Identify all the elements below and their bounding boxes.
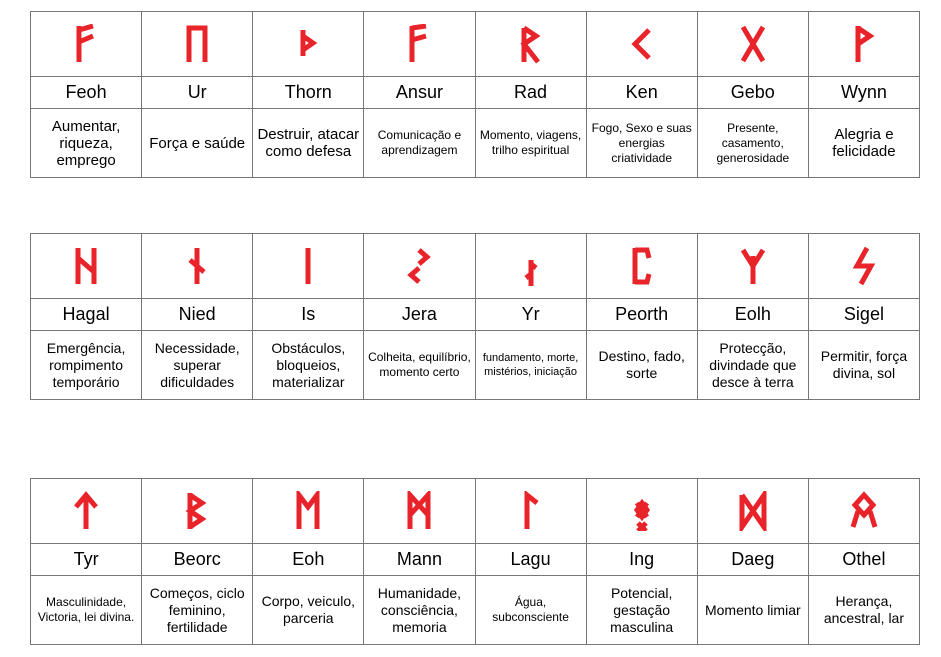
- rune-cell-gebo: [697, 12, 808, 77]
- rune-cell-ur: [142, 12, 253, 77]
- rune-name: Ing: [586, 544, 697, 576]
- mannaz-rune-icon: [404, 491, 434, 531]
- hagalaz-rune-icon: [71, 246, 101, 286]
- rune-name: Sigel: [808, 299, 919, 331]
- rune-meaning: Aumentar, riqueza, emprego: [31, 109, 142, 178]
- algiz-rune-icon: [738, 246, 768, 286]
- rune-name: Eolh: [697, 299, 808, 331]
- rune-meaning: Fogo, Sexo e suas energias criatividade: [586, 109, 697, 178]
- rune-cell-beorc: [142, 479, 253, 544]
- rune-cell-peorth: [586, 234, 697, 299]
- fehu-rune-icon: [71, 24, 101, 64]
- naudiz-rune-icon: [182, 246, 212, 286]
- rune-cell-thorn: [253, 12, 364, 77]
- rune-cell-ansur: [364, 12, 475, 77]
- rune-table-3: [30, 478, 920, 645]
- rune-name: Thorn: [253, 77, 364, 109]
- rune-cell-jera: [364, 234, 475, 299]
- rune-meaning: Força e saúde: [142, 109, 253, 178]
- rune-name: Beorc: [142, 544, 253, 576]
- rune-name: Tyr: [31, 544, 142, 576]
- yr-rune-icon: [516, 246, 546, 286]
- rune-cell-tyr: [31, 479, 142, 544]
- rune-name: Hagal: [31, 299, 142, 331]
- rune-cell-ken: [586, 12, 697, 77]
- rune-meaning: Destino, fado, sorte: [586, 331, 697, 400]
- rune-meaning: Momento, viagens, trilho espiritual: [475, 109, 586, 178]
- rune-cell-is: [253, 234, 364, 299]
- rune-meaning: fundamento, morte, mistérios, iniciação: [475, 331, 586, 400]
- rune-name: Daeg: [697, 544, 808, 576]
- rune-cell-ing: [586, 479, 697, 544]
- ehwaz-rune-icon: [293, 491, 323, 531]
- rune-name: Eoh: [253, 544, 364, 576]
- rune-meaning: Presente, casamento, generosidade: [697, 109, 808, 178]
- dagaz-rune-icon: [738, 491, 768, 531]
- rune-name: Jera: [364, 299, 475, 331]
- rune-table-1: [30, 11, 920, 178]
- rune-cell-eoh: [253, 479, 364, 544]
- rune-cell-rad: [475, 12, 586, 77]
- wunjo-rune-icon: [849, 24, 879, 64]
- rune-cell-lagu: [475, 479, 586, 544]
- rune-meaning: Começos, ciclo feminino, fertilidade: [142, 576, 253, 645]
- rune-meaning: Herança, ancestral, lar: [808, 576, 919, 645]
- thurisaz-rune-icon: [293, 24, 323, 64]
- berkano-rune-icon: [182, 491, 212, 531]
- rune-name: Wynn: [808, 77, 919, 109]
- rune-meaning: Potencial, gestação masculina: [586, 576, 697, 645]
- rune-meaning: Necessidade, superar dificuldades: [142, 331, 253, 400]
- ansuz-rune-icon: [404, 24, 434, 64]
- rune-name: Is: [253, 299, 364, 331]
- rune-cell-nied: [142, 234, 253, 299]
- rune-meaning: Emergência, rompimento temporário: [31, 331, 142, 400]
- rune-cell-eolh: [697, 234, 808, 299]
- rune-name: Peorth: [586, 299, 697, 331]
- raido-rune-icon: [516, 24, 546, 64]
- rune-meaning: Masculinidade, Victoria, lei divina.: [31, 576, 142, 645]
- uruz-rune-icon: [182, 24, 212, 64]
- rune-name: Nied: [142, 299, 253, 331]
- rune-meaning: Destruir, atacar como defesa: [253, 109, 364, 178]
- rune-name: Yr: [475, 299, 586, 331]
- rune-cell-sigel: [808, 234, 919, 299]
- ingwaz-rune-icon: [627, 491, 657, 531]
- rune-meaning: Momento limiar: [697, 576, 808, 645]
- rune-name: Ur: [142, 77, 253, 109]
- rune-meaning: Obstáculos, bloqueios, materializar: [253, 331, 364, 400]
- rune-name: Othel: [808, 544, 919, 576]
- rune-meaning: Comunicação e aprendizagem: [364, 109, 475, 178]
- sowilo-rune-icon: [849, 246, 879, 286]
- perthro-rune-icon: [627, 246, 657, 286]
- isa-rune-icon: [293, 246, 323, 286]
- rune-meaning: Alegria e felicidade: [808, 109, 919, 178]
- rune-name: Rad: [475, 77, 586, 109]
- rune-meaning: Água, subconsciente: [475, 576, 586, 645]
- rune-name: Lagu: [475, 544, 586, 576]
- rune-meaning: Colheita, equilíbrio, momento certo: [364, 331, 475, 400]
- rune-cell-feoh: [31, 12, 142, 77]
- rune-cell-daeg: [697, 479, 808, 544]
- rune-name: Mann: [364, 544, 475, 576]
- rune-name: Ken: [586, 77, 697, 109]
- laguz-rune-icon: [516, 491, 546, 531]
- rune-name: Gebo: [697, 77, 808, 109]
- othala-rune-icon: [849, 491, 879, 531]
- jera-rune-icon: [404, 246, 434, 286]
- rune-cell-mann: [364, 479, 475, 544]
- rune-cell-yr: [475, 234, 586, 299]
- tiwaz-rune-icon: [71, 491, 101, 531]
- rune-name: Ansur: [364, 77, 475, 109]
- rune-name: Feoh: [31, 77, 142, 109]
- rune-meaning: Permitir, força divina, sol: [808, 331, 919, 400]
- kenaz-rune-icon: [627, 24, 657, 64]
- rune-cell-wynn: [808, 12, 919, 77]
- rune-cell-othel: [808, 479, 919, 544]
- rune-table-2: [30, 233, 920, 400]
- rune-cell-hagal: [31, 234, 142, 299]
- rune-meaning: Protecção, divindade que desce à terra: [697, 331, 808, 400]
- rune-meaning: Humanidade, consciência, memoria: [364, 576, 475, 645]
- gebo-rune-icon: [738, 24, 768, 64]
- rune-meaning: Corpo, veiculo, parceria: [253, 576, 364, 645]
